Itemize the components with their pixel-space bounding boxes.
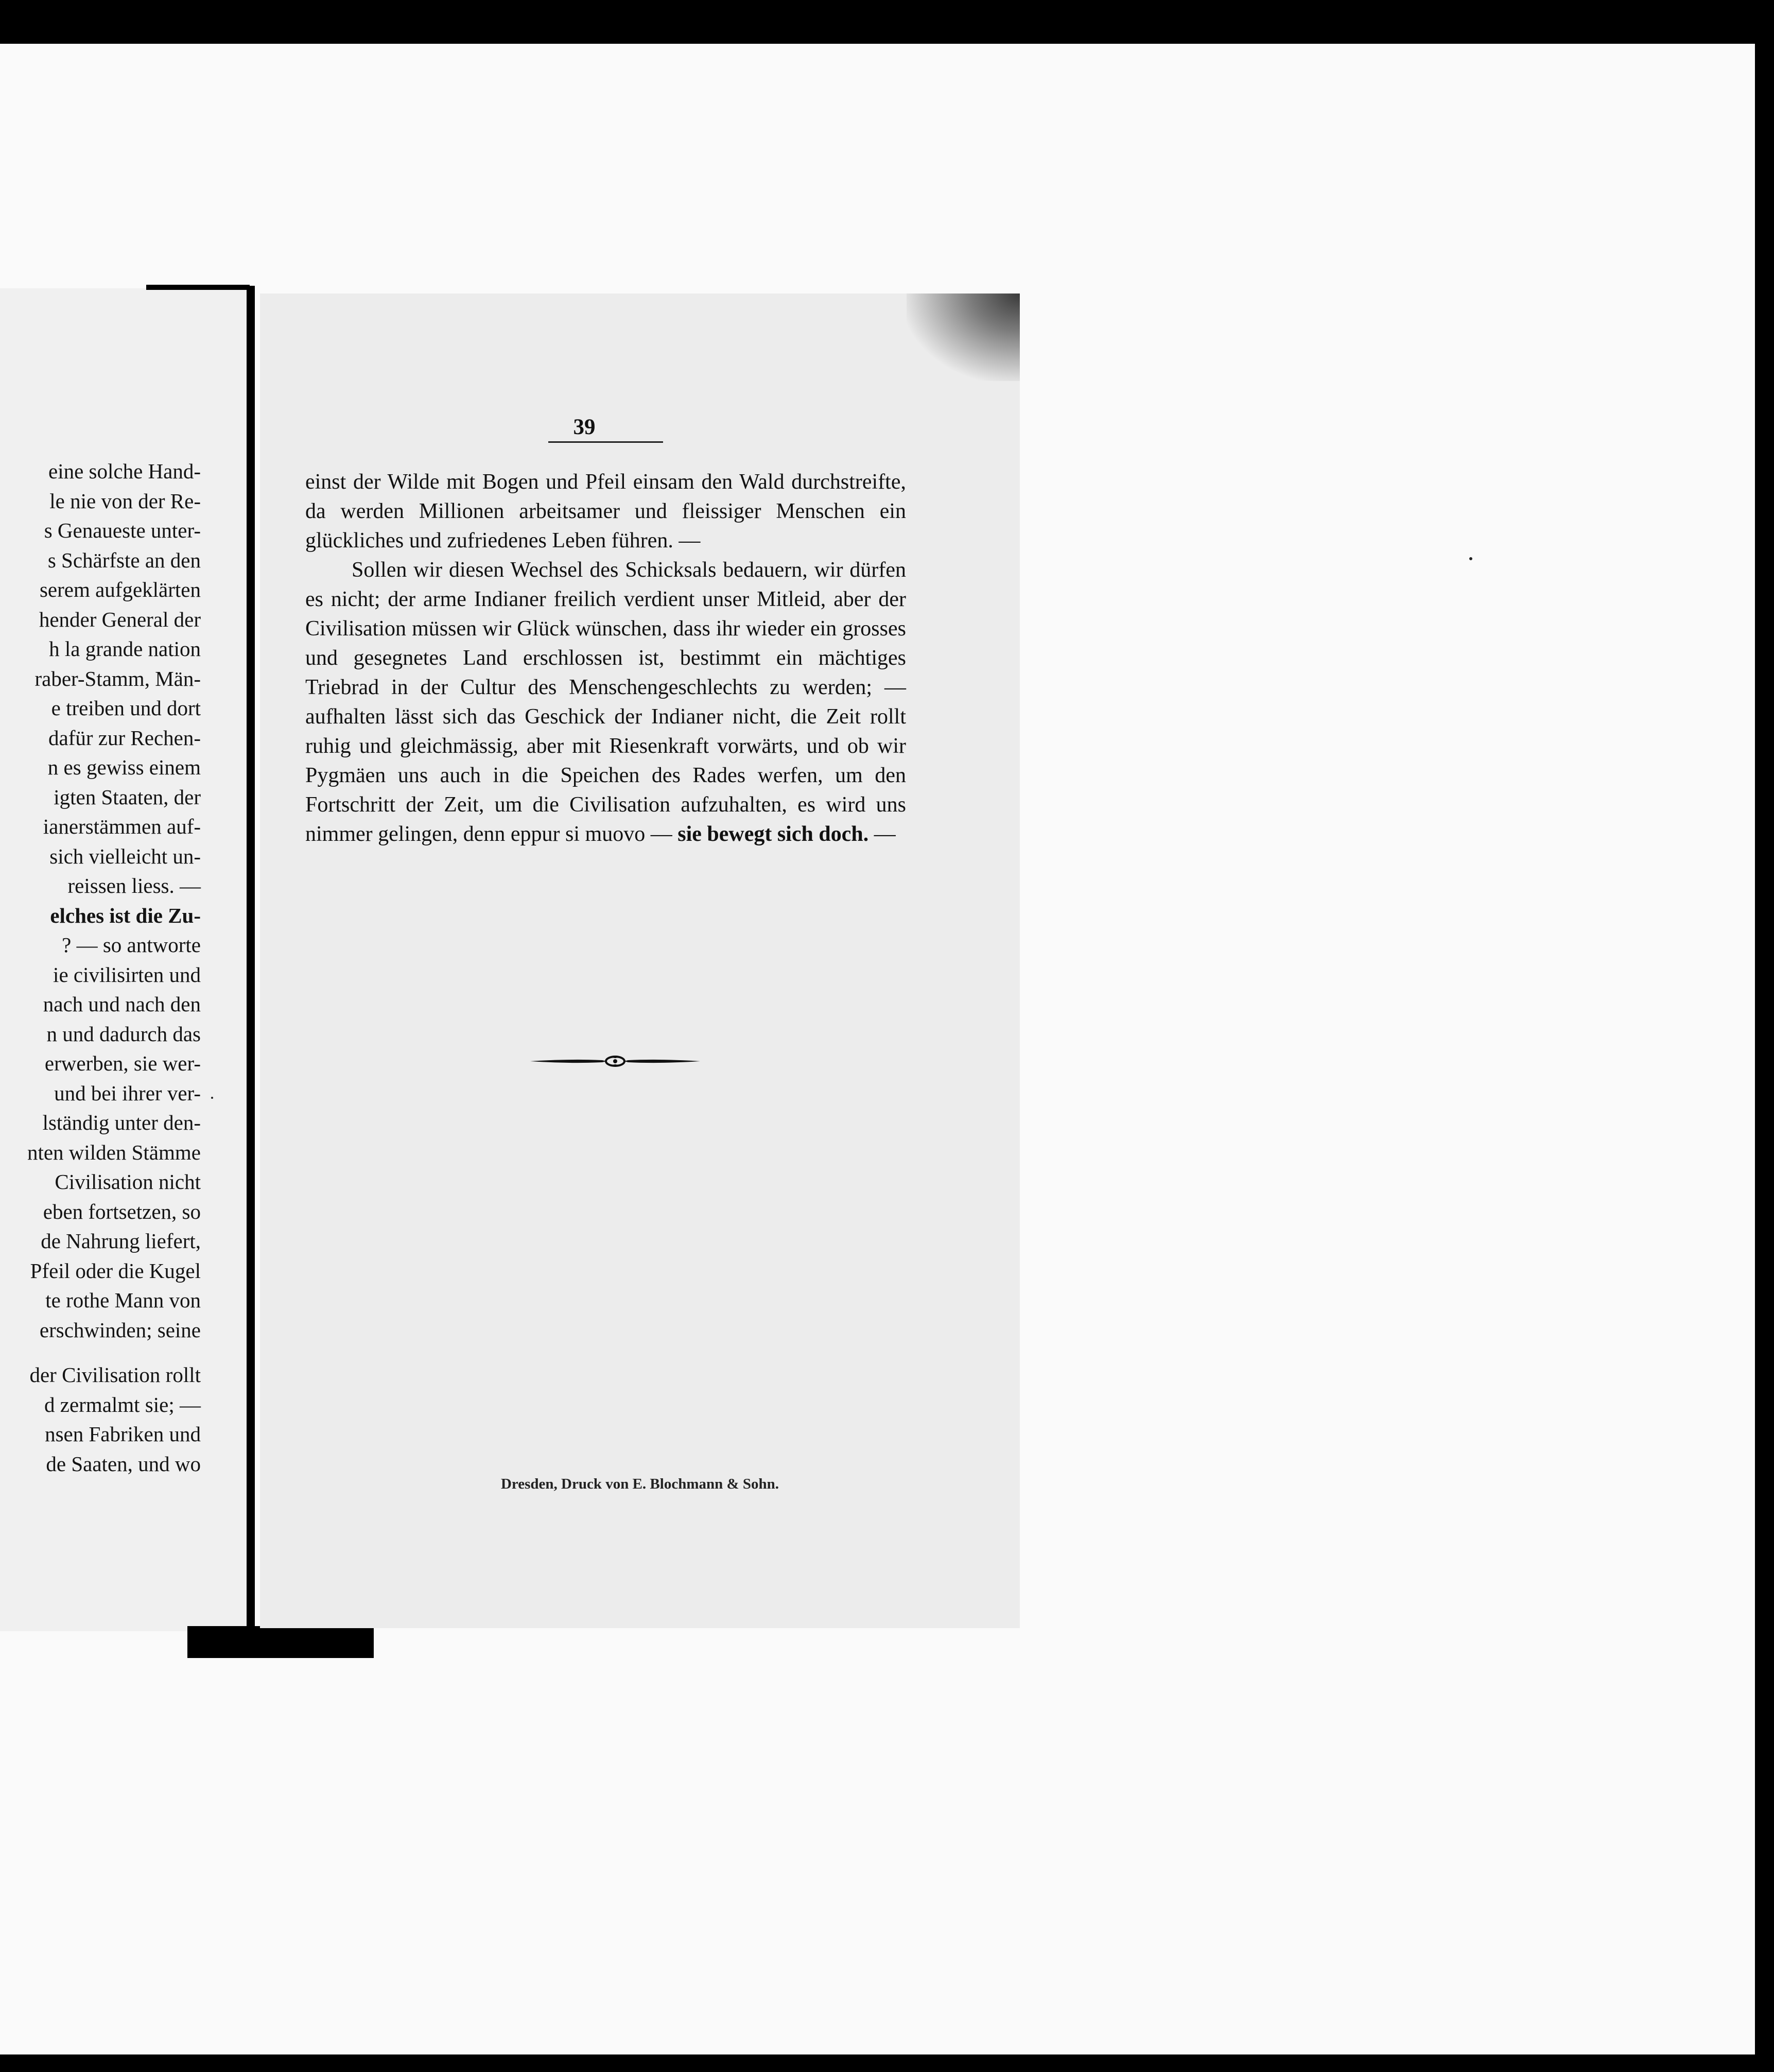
left-page-bottom-edge xyxy=(187,1626,374,1658)
text-line: reissen liess. — xyxy=(67,874,201,897)
text-line: der Civilisation rollt xyxy=(29,1363,201,1387)
text-line: ie civilisirten und xyxy=(53,962,201,987)
left-page-top-edge xyxy=(146,285,250,290)
text-line: Civilisation nicht xyxy=(55,1170,201,1194)
scan-speck xyxy=(1469,557,1472,560)
text-line: hender General der xyxy=(39,607,201,631)
text-line: de Saaten, und wo xyxy=(46,1452,201,1476)
page-number: 39 xyxy=(573,415,596,439)
bold-phrase: sie bewegt sich doch. xyxy=(677,822,869,846)
text-line: igten Staaten, der xyxy=(54,785,201,809)
scan-speck xyxy=(211,1097,213,1099)
paragraph-text: Sollen wir diesen Wechsel des Schicksals bedauern, wir dürfen es nicht; der arme Indianer freilich verdient unser Mitleid, aber der Civilisation müssen wir Glück wünschen, dass ihr wieder ein grosses und gesegnetes Land erschlossen ist, bestimmt ein mächtiges Triebrad in der Cultur des Menschengeschlechts zu werden; — aufhalten lässt sich das Geschick der Indianer nicht, die Zeit rollt ruhig und gleichmässig, aber mit Riesenkraft vorwärts, und ob wir Pygmäen uns auch in die Speichen des Rades werfen, um den Fortschritt der Zeit, um die Civilisation aufzuhalten, es wird uns nimmer gelingen, denn eppur si muovo — xyxy=(305,558,906,846)
text-line: ? — so antworte xyxy=(62,933,201,957)
text-line xyxy=(27,1345,201,1360)
text-line: nten wilden Stämme xyxy=(27,1140,201,1164)
text-line: le nie von der Re- xyxy=(49,489,201,513)
text-line: n und dadurch das xyxy=(46,1022,201,1046)
text-line: raber-Stamm, Män- xyxy=(34,666,201,690)
text-line: erschwinden; seine xyxy=(39,1318,201,1342)
text-line: lständig unter den- xyxy=(42,1111,201,1134)
decorative-flourish-icon xyxy=(530,1055,700,1068)
scan-smudge xyxy=(907,293,1020,381)
text-line: de Nahrung liefert, xyxy=(41,1229,201,1253)
text-line: n es gewiss einem xyxy=(47,755,201,779)
paragraph: einst der Wilde mit Bogen und Pfeil einsam den Wald durchstreifte, da werden Millionen arbeitsamer und fleissiger Menschen ein glückliches und zufriedenes Leben führen. — xyxy=(305,470,906,552)
text-line: nsen Fabriken und xyxy=(45,1422,201,1446)
paragraph xyxy=(305,556,906,849)
left-page-text xyxy=(27,457,201,1479)
body-text xyxy=(305,468,906,849)
page-number-rule xyxy=(548,441,663,443)
text-line: e treiben und dort xyxy=(51,696,201,720)
text-line: elches ist die Zu- xyxy=(50,903,201,927)
page-gutter-divider xyxy=(247,286,255,1632)
text-line: te rothe Mann von xyxy=(45,1288,201,1312)
text-line: h la grande nation xyxy=(49,637,201,661)
text-line: eben fortsetzen, so xyxy=(43,1199,201,1223)
printer-imprint: Dresden, Druck von E. Blochmann & Sohn. xyxy=(500,1476,779,1492)
right-page xyxy=(260,293,1020,1628)
text-line: ianerstämmen auf- xyxy=(43,815,201,838)
paragraph-tail: — xyxy=(868,822,896,846)
text-line: sich vielleicht un- xyxy=(49,844,201,868)
text-line: s Schärfste an den xyxy=(47,548,201,572)
text-line: Pfeil oder die Kugel xyxy=(30,1258,201,1283)
text-line: eine solche Hand- xyxy=(48,459,201,483)
text-line: nach und nach den xyxy=(43,992,201,1016)
text-line: s Genaueste unter- xyxy=(44,519,201,542)
text-line: d zermalmt sie; — xyxy=(44,1392,201,1417)
text-line: dafür zur Rechen- xyxy=(48,726,201,750)
text-line: erwerben, sie wer- xyxy=(44,1051,201,1075)
text-line: serem aufgeklärten xyxy=(39,578,201,601)
left-page xyxy=(0,288,250,1631)
text-line: und bei ihrer ver- xyxy=(54,1081,201,1105)
